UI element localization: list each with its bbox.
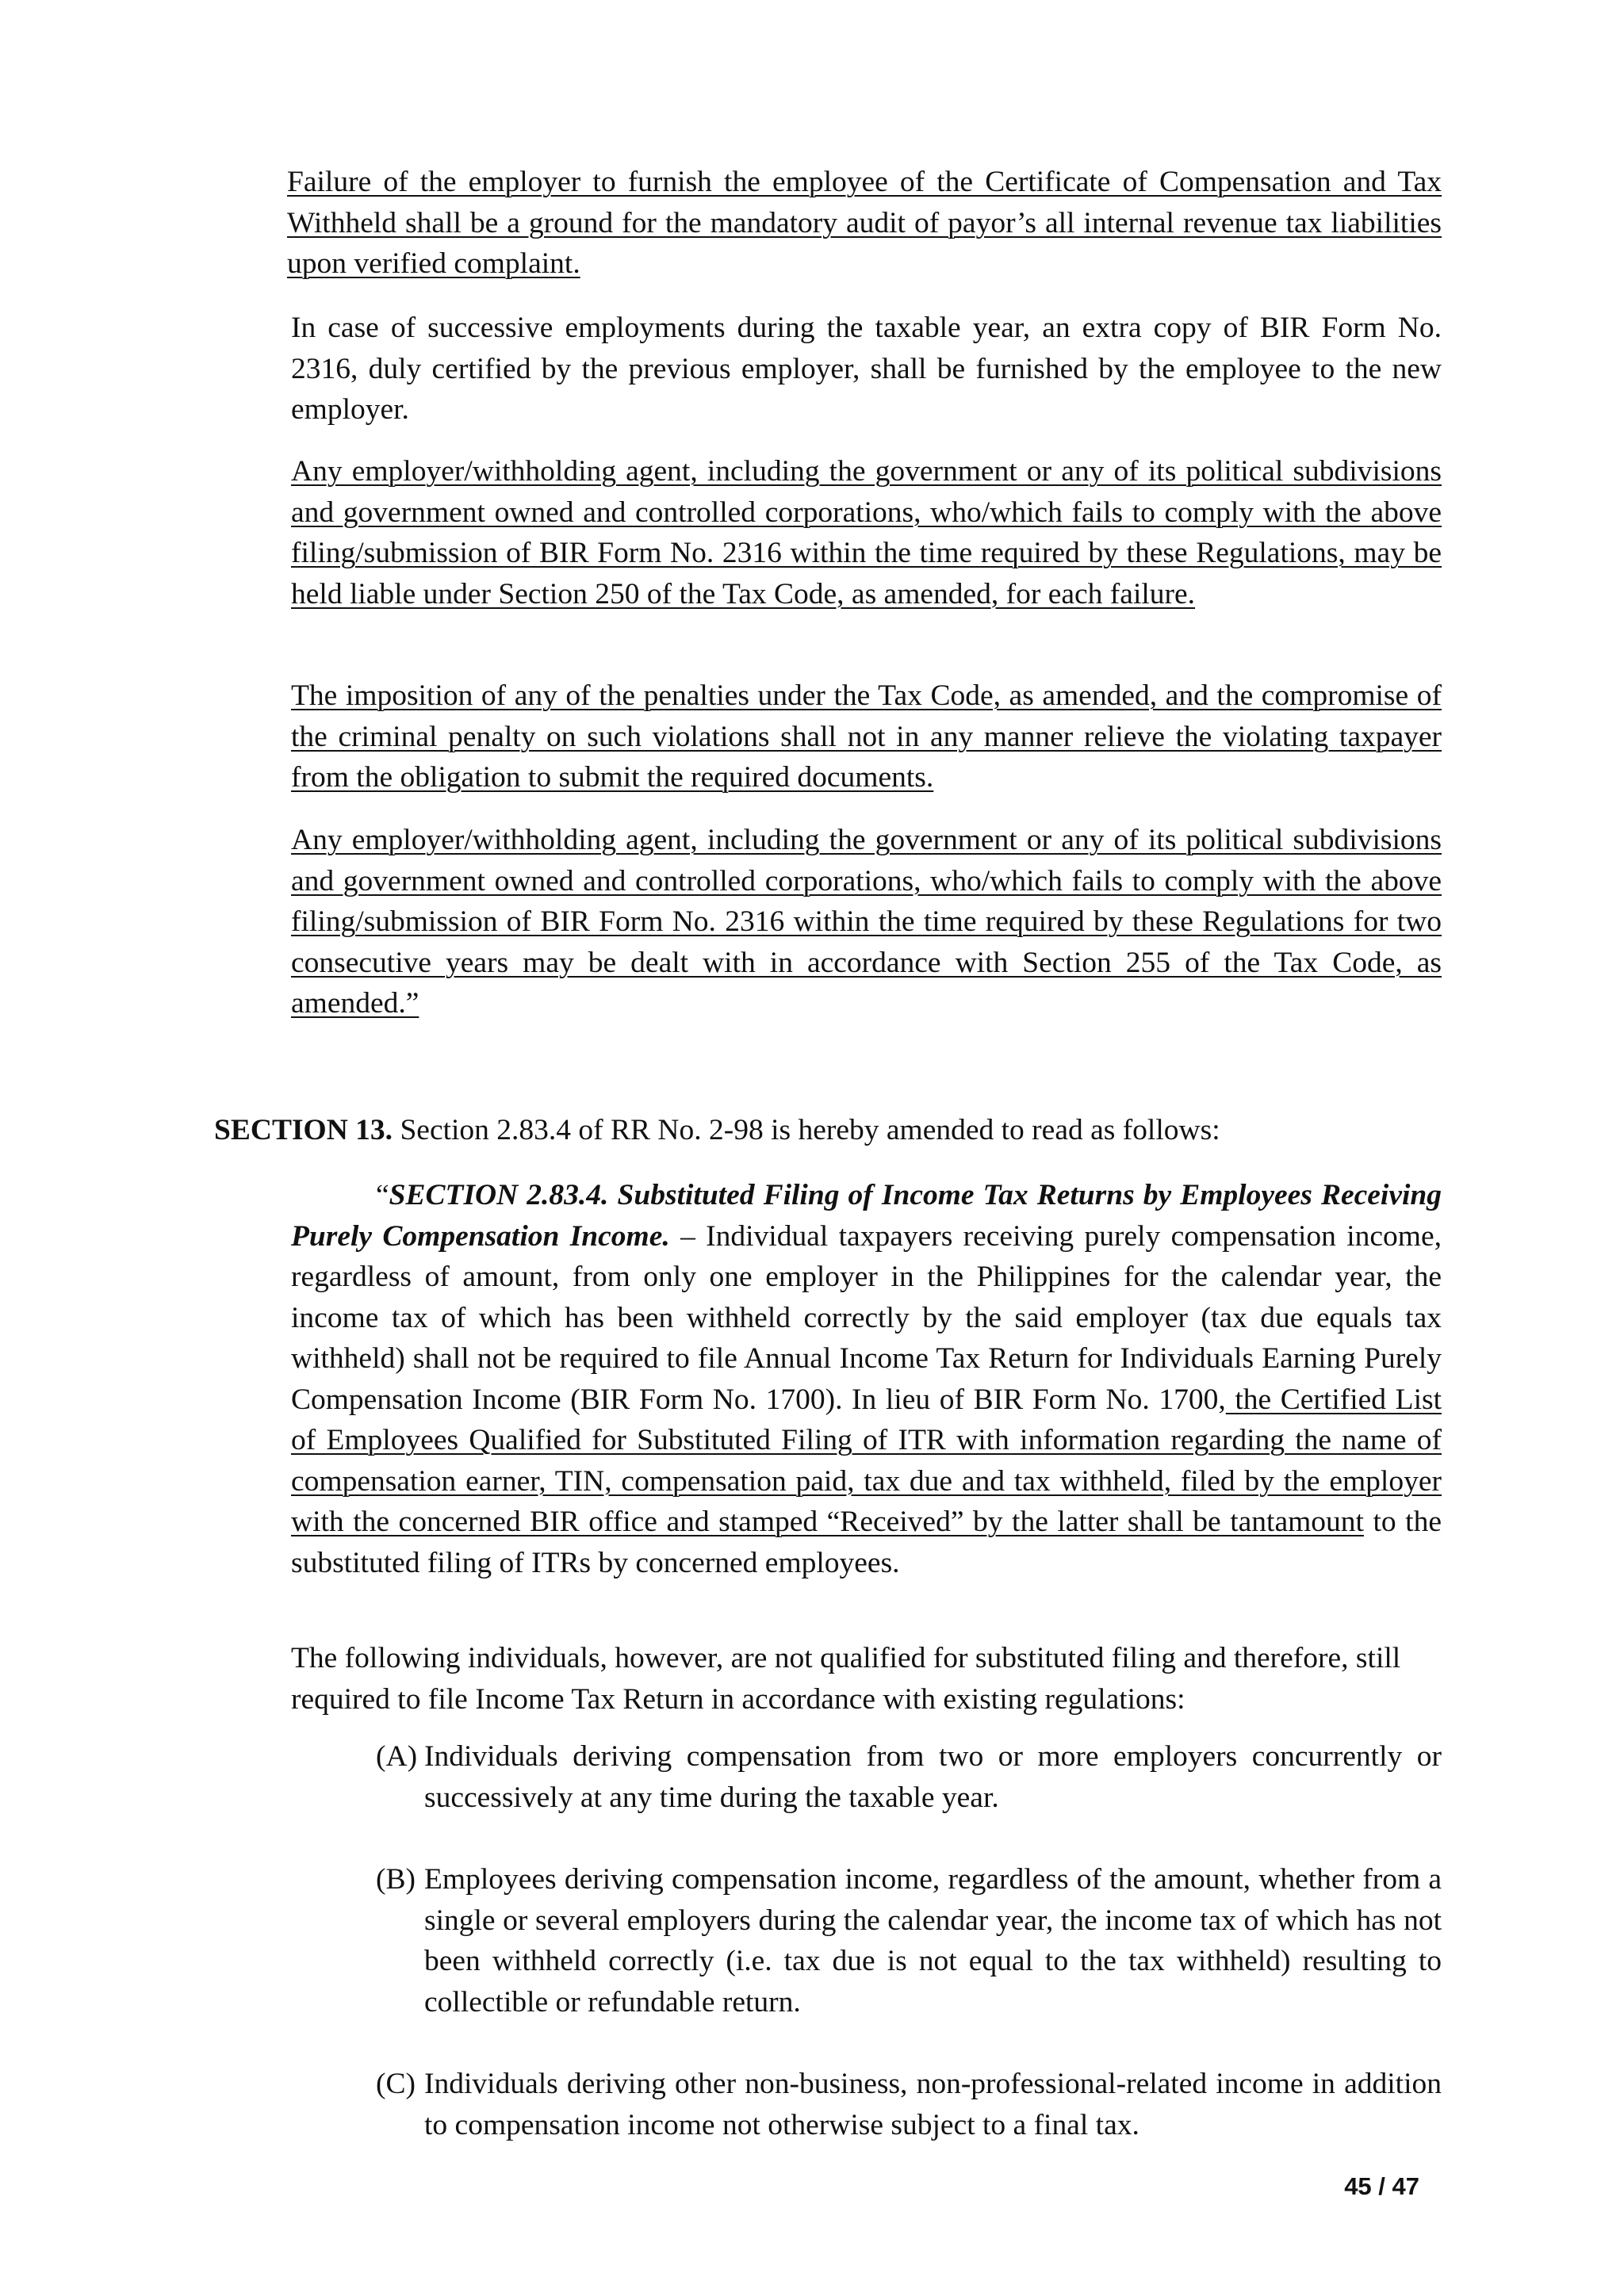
list-item-text: Employees deriving compensation income, regardless of the amount, whether from a single or several employers during the calendar year, the income tax of which has not been withheld correctly (i.e. tax due is not equal to the tax withheld) resulting to collectible or refundable return. — [424, 1863, 1442, 2019]
section-2-83-4-title: SECTION 2.83.4. Substituted Filing of Income Tax Returns by Employees Receiving Purely Compensation Income. — [291, 1179, 1442, 1253]
page-number: 45 / 47 — [1344, 2172, 1419, 2200]
section-2-83-4-paragraph — [291, 1175, 1442, 1583]
not-qualified-intro: The following individuals, however, are not qualified for substituted filing and therefore, still required to file Income Tax Return in accordance with existing regulations: — [291, 1642, 1401, 1716]
paragraph-mandatory-audit: Failure of the employer to furnish the employee of the Certificate of Compensation and Tax Withheld shall be a ground for the mandatory audit of payor’s all internal revenue tax liabilities upon verified complaint. — [287, 166, 1442, 280]
section-2-83-4-body-end: to the substituted filing of ITRs by concerned employees. — [291, 1506, 1442, 1579]
section-13-text: Section 2.83.4 of RR No. 2-98 is hereby amended to read as follows: — [393, 1114, 1220, 1146]
section-2-83-4-underlined-body: the Certified List of Employees Qualified for Substituted Filing of ITR with information regarding the name of compensation earner, TIN, compensation paid, tax due and tax withheld, filed by the employer with the concerned BIR office and stamped “Received” by the latter shall be tantamount — [291, 1383, 1442, 1538]
section-2-83-4-body: – Individual taxpayers receiving purely compensation income, regardless of amount, from only one employer in the Philippines for the calendar year, the income tax of which has been withheld correctly by the said employer (tax due equals tax withheld) shall not be required to file Annual Income Tax Return for Individuals Earning Purely Compensation Income (BIR Form No. 1700). In lieu of BIR Form No. 1700, — [291, 1219, 1442, 1416]
list-item-label: (C) — [376, 2068, 416, 2100]
list-item-text: Individuals deriving compensation from two or more employers concurrently or successively at any time during the taxable year. — [424, 1740, 1442, 1814]
list-item — [377, 1736, 1442, 1818]
paragraph-penalties-imposition: The imposition of any of the penalties under the Tax Code, as amended, and the compromise of the criminal penalty on such violations shall not in any manner relieve the violating taxpayer from the obligation to submit the required documents. — [291, 679, 1442, 794]
open-quote: “ — [376, 1179, 389, 1211]
section-13-heading — [214, 1110, 1451, 1151]
list-item-label: (A) — [376, 1740, 418, 1773]
list-item — [377, 1859, 1442, 2022]
list-item-text: Individuals deriving other non-business, non-professional-related income in addition to compensation income not otherwise subject to a final tax. — [424, 2068, 1442, 2141]
list-item — [377, 2064, 1442, 2145]
list-item-label: (B) — [376, 1863, 416, 1896]
section-13-label: SECTION 13. — [214, 1114, 393, 1146]
paragraph-section-255-liability: Any employer/withholding agent, including the government or any of its political subdivisions and government owned and controlled corporations, who/which fails to comply with the above filing/submission of BIR Form No. 2316 within the time required by these Regulations for two consecutive years may be dealt with in accordance with Section 255 of the Tax Code, as amended.” — [291, 824, 1442, 1020]
paragraph-section-250-liability: Any employer/withholding agent, including the government or any of its political subdivisions and government owned and controlled corporations, who/which fails to comply with the above filing/submission of BIR Form No. 2316 within the time required by these Regulations, may be held liable under Section 250 of the Tax Code, as amended, for each failure. — [291, 455, 1442, 610]
paragraph-successive-employments: In case of successive employments during the taxable year, an extra copy of BIR Form No. 2316, duly certified by the previous employer, shall be furnished by the employee to the new employer. — [291, 312, 1442, 426]
